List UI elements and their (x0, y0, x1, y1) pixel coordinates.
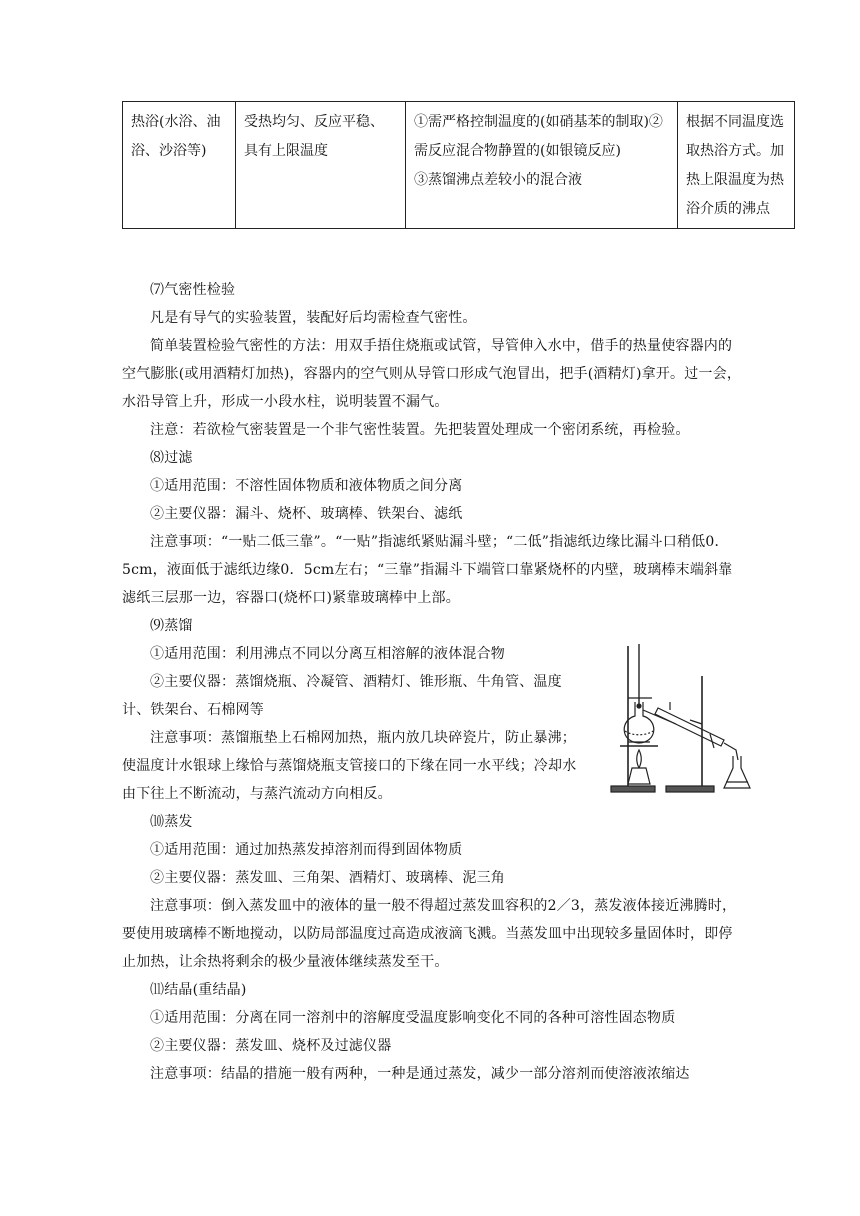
paragraph: 注意：若欲检气密装置是一个非气密性装置。先把装置处理成一个密闭系统，再检验。 (150, 422, 690, 438)
paragraph: ②主要仪器：漏斗、烧杯、玻璃棒、铁架台、滤纸 (150, 506, 463, 522)
paragraph: 注意事项：蒸馏瓶垫上石棉网加热，瓶内放几块碎瓷片，防止暴沸；使温度计水银球上缘恰与蒸馏烧瓶支管接口的下缘在同一水平线；冷却水由下往上不断流动，与蒸汽流动方向相反。 (122, 730, 577, 802)
usage-line: ①需严格控制温度的(如硝基苯的制取)②需反应混合物静置的(如银镜反应) (414, 114, 663, 159)
table-row (123, 102, 795, 229)
heating-methods-table (122, 101, 795, 229)
table-cell-usage (406, 102, 678, 229)
usage-line: ③蒸馏沸点差较小的混合液 (414, 172, 582, 188)
paragraph: 注意事项：结晶的措施一般有两种，一种是通过蒸发，减少一部分溶剂而使溶液浓缩达 (150, 1066, 690, 1082)
paragraph: 注意事项：“一贴二低三靠”。“一贴”指滤纸紧贴漏斗壁；“二低”指滤纸边缘比漏斗口稍低0．5cm，液面低于滤纸边缘0．5cm左右；“三靠”指漏斗下端管口靠紧烧杯的内壁，玻璃棒末端斜靠滤纸三层那一边，容器口(烧杯口)紧靠玻璃棒中上部。 (122, 534, 733, 606)
paragraph: ①适用范围：利用沸点不同以分离互相溶解的液体混合物 (150, 646, 505, 662)
section-heading: ⑾结晶(重结晶) (150, 982, 247, 998)
section-heading: ⑺气密性检验 (150, 282, 236, 298)
paragraph: ①适用范围：分离在同一溶剂中的溶解度受温度影响变化不同的各种可溶性固态物质 (150, 1010, 676, 1026)
paragraph: ②主要仪器：蒸发皿、三角架、酒精灯、玻璃棒、泥三角 (150, 870, 505, 886)
paragraph: 注意事项：倒入蒸发皿中的液体的量一般不得超过蒸发皿容积的2／3，蒸发液体接近沸腾时，要使用玻璃棒不断地搅动，以防局部温度过高造成液滴飞溅。当蒸发皿中出现较多量固体时，即停止加热，让余热将剩余的极少量液体继续蒸发至干。 (122, 898, 737, 970)
paragraph: ②主要仪器：蒸馏烧瓶、冷凝管、酒精灯、锥形瓶、牛角管、温度计、铁架台、石棉网等 (122, 674, 562, 718)
paragraph: ②主要仪器：蒸发皿、烧杯及过滤仪器 (150, 1038, 392, 1054)
paragraph: 简单装置检验气密性的方法：用双手捂住烧瓶或试管，导管伸入水中，借手的热量使容器内的空气膨胀(或用酒精灯加热)，容器内的空气则从导管口形成气泡冒出，把手(酒精灯)拿开。过一会，水沿导管上升，形成一小段水柱，说明装置不漏气。 (122, 338, 742, 410)
table-cell-note: 根据不同温度选取热浴方式。加热上限温度为热浴介质的沸点 (678, 102, 795, 229)
paragraph: ①适用范围：通过加热蒸发掉溶剂而得到固体物质 (150, 842, 463, 858)
table-cell-method: 热浴(水浴、油浴、沙浴等) (123, 102, 236, 229)
table-cell-feature: 受热均匀、反应平稳、具有上限温度 (236, 102, 406, 229)
section-heading: ⑻过滤 (150, 450, 193, 466)
paragraph: 凡是有导气的实验装置，装配好后均需检查气密性。 (150, 310, 477, 326)
distillation-section (122, 612, 588, 808)
section-heading: ⑼蒸馏 (150, 618, 193, 634)
section-heading: ⑽蒸发 (150, 814, 193, 830)
paragraph: ①适用范围：不溶性固体物质和液体物质之间分离 (150, 478, 463, 494)
distillation-apparatus-figure (606, 636, 756, 796)
